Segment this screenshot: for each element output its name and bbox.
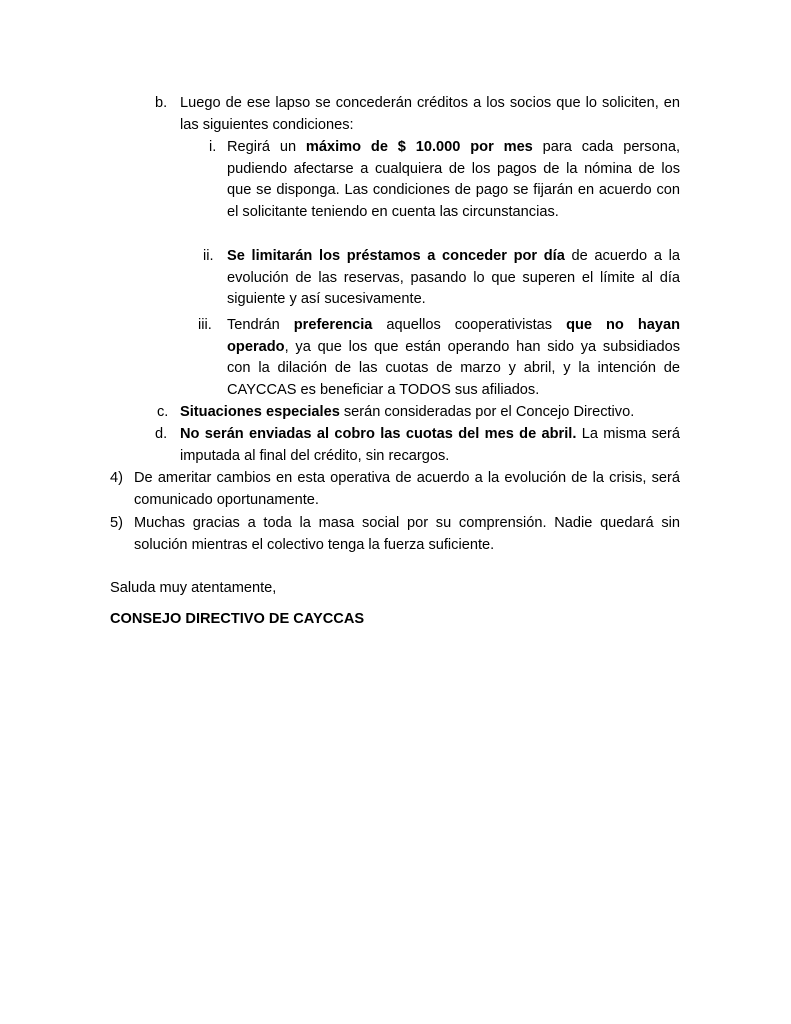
list-item-iii-text-3: , ya que los que están operando han sido ya subsidiados con la dilación de las cuotas de marzo y abril, y la intención de CAYCCAS es beneficiar a TODOS sus afiliados. [227, 338, 680, 398]
list-item-c-bold-1: Situaciones especiales [180, 404, 340, 420]
list-marker-d: d. [155, 426, 168, 442]
list-item-ii-bold-1: Se limitarán los préstamos a conceder por día [227, 248, 565, 264]
list-marker-4: 4) [110, 470, 123, 486]
list-item-iii-text-2: aquellos cooperativistas [372, 317, 567, 333]
list-item-i-text-1: Regirá un [227, 139, 306, 155]
list-marker-iii: iii. [198, 317, 212, 333]
list-item-i-bold-1: máximo de $ 10.000 por mes [305, 139, 533, 155]
list-item-b [180, 93, 680, 136]
list-item-i [227, 137, 680, 223]
list-item-c [180, 402, 680, 424]
list-item-iii [227, 315, 680, 401]
list-marker-c: c. [157, 404, 169, 420]
list-item-iii-bold-2: que no hayan operado [227, 317, 680, 355]
list-item-d [180, 424, 680, 467]
list-item-5 [134, 513, 680, 556]
list-item-d-bold-1: No serán enviadas al cobro las cuotas del mes de abril. [180, 426, 577, 442]
list-marker-i: i. [209, 139, 217, 155]
list-item-iii-bold-1: preferencia [293, 317, 373, 333]
list-item-c-text-1: serán consideradas por el Concejo Directivo. [339, 404, 635, 420]
list-item-b-text: Luego de ese lapso se concederán créditos a los socios que lo soliciten, en las siguientes condiciones: [180, 95, 680, 133]
list-item-5-text: Muchas gracias a toda la masa social por su comprensión. Nadie quedará sin solución mientras el colectivo tenga la fuerza suficiente. [134, 515, 680, 553]
closing-salutation: Saluda muy atentamente, [110, 580, 277, 596]
list-item-ii [227, 246, 680, 311]
signature: CONSEJO DIRECTIVO DE CAYCCAS [110, 611, 365, 627]
list-marker-ii: ii. [203, 248, 214, 264]
list-marker-b: b. [155, 95, 168, 111]
list-item-iii-text-1: Tendrán [227, 317, 294, 333]
list-item-4 [134, 468, 680, 511]
list-item-i-text-2: para cada persona, pudiendo afectarse a cualquiera de los pagos de la nómina de los que se disponga. Las condiciones de pago se fijarán en acuerdo con el solicitante teniendo en cuenta las circunstancias. [227, 139, 680, 220]
list-item-4-text: De ameritar cambios en esta operativa de acuerdo a la evolución de la crisis, será comunicado oportunamente. [134, 470, 680, 508]
list-marker-5: 5) [110, 515, 123, 531]
list-item-ii-text-1: de acuerdo a la evolución de las reservas, pasando lo que superen el límite al día siguiente y así sucesivamente. [227, 248, 680, 307]
list-item-d-text-1: La misma será imputada al final del crédito, sin recargos. [180, 426, 680, 464]
